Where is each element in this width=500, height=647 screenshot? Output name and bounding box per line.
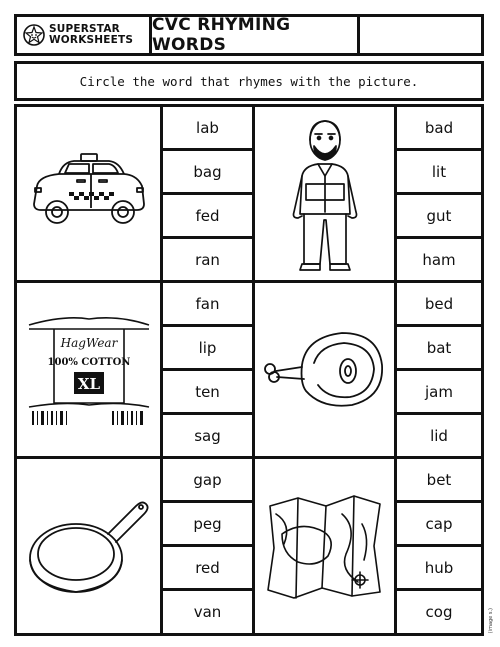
word-option[interactable]: fan: [195, 294, 220, 313]
map-icon: [262, 484, 387, 609]
man-picture: [255, 107, 394, 280]
word-option[interactable]: bet: [426, 470, 452, 489]
taxi-picture: [17, 107, 160, 280]
man-icon: [280, 114, 370, 274]
word-option[interactable]: lab: [196, 118, 219, 137]
blank-name-box[interactable]: [360, 17, 481, 53]
worksheet-header: [14, 14, 484, 56]
word-option[interactable]: lid: [430, 426, 448, 445]
tag-brand-text: HagWear: [60, 335, 117, 350]
word-option[interactable]: hub: [424, 558, 454, 577]
tag-material-text: 100% COTTON: [47, 356, 130, 368]
star-face-icon: [23, 24, 45, 46]
word-option[interactable]: van: [193, 603, 222, 621]
word-option[interactable]: bed: [424, 294, 454, 313]
logo: [17, 17, 152, 53]
word-option[interactable]: bat: [426, 338, 452, 357]
word-option[interactable]: gut: [426, 206, 452, 225]
word-option[interactable]: sag: [194, 426, 221, 445]
ham-icon: [262, 325, 387, 415]
image-credit: (image s.): [488, 607, 494, 633]
word-option[interactable]: jam: [425, 382, 453, 401]
clothing-tag-icon: [24, 305, 154, 435]
instruction-text: Circle the word that rhymes with the picture.: [79, 73, 419, 89]
word-option[interactable]: lip: [198, 338, 217, 357]
exercise-grid: [14, 104, 484, 636]
word-option[interactable]: ran: [195, 250, 220, 269]
word-option[interactable]: cog: [425, 603, 453, 621]
clothing-tag-picture: [17, 283, 160, 456]
taxi-icon: [29, 144, 149, 244]
word-option[interactable]: bad: [424, 118, 454, 137]
map-picture: [255, 459, 394, 633]
logo-line-2: WORKSHEETS: [49, 34, 134, 46]
word-option[interactable]: ten: [195, 382, 220, 401]
word-option[interactable]: peg: [193, 514, 222, 533]
ham-picture: [255, 283, 394, 456]
word-option[interactable]: ham: [422, 250, 456, 269]
tag-size-text: XL: [77, 374, 100, 393]
logo-line-1: SUPERSTAR: [49, 23, 120, 35]
word-option[interactable]: cap: [425, 514, 453, 533]
title-cell: [152, 17, 360, 53]
word-option[interactable]: fed: [195, 206, 220, 225]
page-title: CVC RHYMING WORDS: [152, 15, 291, 55]
word-option[interactable]: red: [195, 558, 220, 577]
word-option[interactable]: bag: [193, 162, 222, 181]
frying-pan-picture: [17, 459, 160, 633]
word-option[interactable]: lit: [431, 162, 447, 181]
frying-pan-icon: [24, 486, 154, 606]
instruction-box: [14, 61, 484, 101]
word-option[interactable]: gap: [193, 470, 222, 489]
